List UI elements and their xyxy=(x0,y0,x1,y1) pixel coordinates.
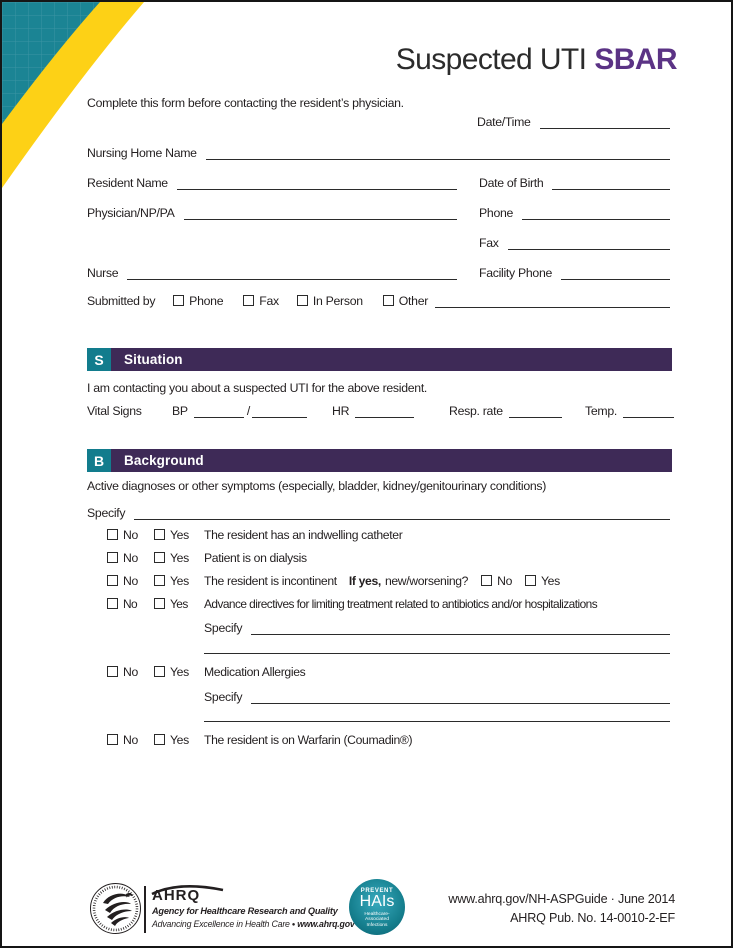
no-label: No xyxy=(123,596,138,611)
publication-info xyxy=(448,890,675,928)
hr-input-line[interactable] xyxy=(355,414,414,418)
row-label: The resident is incontinent xyxy=(204,573,337,588)
background-specify-input-line[interactable] xyxy=(134,516,670,520)
submitted-fax-checkbox[interactable] xyxy=(243,295,254,306)
no-label: No xyxy=(123,550,138,565)
advance-directives-continuation-line[interactable] xyxy=(204,653,670,654)
resident-name-input-line[interactable] xyxy=(177,186,457,190)
prevent-hais-badge xyxy=(349,879,405,935)
hr-label: HR xyxy=(332,404,350,418)
page-title-sbar: SBAR xyxy=(594,43,677,76)
yes-label: Yes xyxy=(170,550,189,565)
resident-name-row xyxy=(87,173,457,190)
specify-label: Specify xyxy=(204,621,243,635)
hr-field xyxy=(332,404,414,418)
background-letter-badge: B xyxy=(87,449,111,472)
specify-label: Specify xyxy=(87,506,126,520)
nursing-home-label: Nursing Home Name xyxy=(87,146,197,160)
dob-row xyxy=(479,173,670,190)
bp-slash: / xyxy=(246,404,250,418)
nurse-label: Nurse xyxy=(87,266,119,280)
background-intro: Active diagnoses or other symptoms (especially, bladder, kidney/genitourinary conditions) xyxy=(87,479,547,493)
resident-name-label: Resident Name xyxy=(87,176,168,190)
bp-systolic-input-line[interactable] xyxy=(194,414,244,418)
row-label: Patient is on dialysis xyxy=(204,550,307,565)
bp-field xyxy=(172,404,324,418)
facility-phone-row xyxy=(479,263,670,280)
physician-input-line[interactable] xyxy=(184,216,457,220)
datetime-row xyxy=(477,112,670,129)
yes-checkbox[interactable] xyxy=(154,666,165,677)
badge-hais-text: HAIs xyxy=(359,893,395,910)
no-checkbox[interactable] xyxy=(107,598,118,609)
publication-number: AHRQ Pub. No. 14-0010-2-EF xyxy=(510,911,675,925)
yes-label: Yes xyxy=(170,573,189,588)
facility-phone-input-line[interactable] xyxy=(561,276,670,280)
new-worsening-label: new/worsening? xyxy=(384,573,469,588)
bp-label: BP xyxy=(172,404,188,418)
no-checkbox[interactable] xyxy=(107,575,118,586)
submitted-by-row xyxy=(87,293,670,308)
fax-label: Fax xyxy=(479,236,499,250)
ahrq-agency-name: Agency for Healthcare Research and Quality xyxy=(152,906,338,916)
no-label: No xyxy=(497,573,513,588)
phone-label: Phone xyxy=(479,206,514,220)
submitted-in-person-checkbox[interactable] xyxy=(297,295,308,306)
submitted-other-label: Other xyxy=(398,293,429,308)
situation-letter-badge: S xyxy=(87,348,111,371)
vital-signs-label: Vital Signs xyxy=(87,404,142,418)
page-title xyxy=(396,43,677,77)
footer-logo-divider xyxy=(144,886,146,933)
row-medication-allergies xyxy=(107,664,305,679)
background-section-title: Background xyxy=(124,453,204,468)
situation-statement: I am contacting you about a suspected UTI for the above resident. xyxy=(87,381,428,395)
advance-directives-specify-input-line[interactable] xyxy=(251,631,670,635)
no-checkbox[interactable] xyxy=(107,529,118,540)
hhs-logo xyxy=(89,882,142,940)
fax-input-line[interactable] xyxy=(508,246,670,250)
nurse-row xyxy=(87,263,457,280)
yes-label: Yes xyxy=(170,732,189,747)
submitted-in-person-label: In Person xyxy=(312,293,363,308)
yes-checkbox[interactable] xyxy=(154,598,165,609)
row-label: Advance directives for limiting treatment related to antibiotics and/or hospitalizations xyxy=(204,596,598,611)
no-checkbox[interactable] xyxy=(107,666,118,677)
nursing-home-row xyxy=(87,143,670,160)
submitted-phone-checkbox[interactable] xyxy=(173,295,184,306)
physician-row xyxy=(87,203,457,220)
row-dialysis xyxy=(107,550,307,565)
nurse-input-line[interactable] xyxy=(127,276,457,280)
badge-subtext: Healthcare-Associated Infections xyxy=(364,911,390,929)
ahrq-tagline-text: Advancing Excellence in Health Care xyxy=(152,919,290,929)
phone-input-line[interactable] xyxy=(522,216,670,220)
submitted-phone-label: Phone xyxy=(189,293,224,308)
page-title-prefix: Suspected UTI xyxy=(395,43,587,76)
submitted-other-input-line[interactable] xyxy=(435,304,670,308)
temp-label: Temp. xyxy=(585,404,617,418)
no-label: No xyxy=(123,732,138,747)
badge-prevent-text: PREVENT xyxy=(360,888,394,894)
submitted-fax-label: Fax xyxy=(259,293,279,308)
background-specify-row xyxy=(87,503,670,520)
no-label: No xyxy=(123,573,138,588)
yes-checkbox[interactable] xyxy=(154,575,165,586)
temp-input-line[interactable] xyxy=(623,414,674,418)
medication-allergies-continuation-line[interactable] xyxy=(204,721,670,722)
submitted-by-label: Submitted by xyxy=(87,293,156,308)
bp-diastolic-input-line[interactable] xyxy=(252,414,307,418)
row-label: The resident is on Warfarin (Coumadin®) xyxy=(204,732,413,747)
ahrq-wordmark: AHRQ xyxy=(152,887,201,904)
dob-input-line[interactable] xyxy=(552,186,670,190)
medication-allergies-specify-row xyxy=(204,687,670,704)
dob-label: Date of Birth xyxy=(479,176,544,190)
yes-checkbox[interactable] xyxy=(154,552,165,563)
phone-row xyxy=(479,203,670,220)
row-warfarin xyxy=(107,732,412,747)
situation-section-bar xyxy=(87,348,672,371)
specify-label: Specify xyxy=(204,690,243,704)
row-label: The resident has an indwelling catheter xyxy=(204,527,403,542)
no-label: No xyxy=(123,664,138,679)
nursing-home-input-line[interactable] xyxy=(206,156,670,160)
advance-directives-specify-row xyxy=(204,618,670,635)
row-label: Medication Allergies xyxy=(204,664,306,679)
if-yes-label: If yes, xyxy=(348,573,381,588)
resp-rate-input-line[interactable] xyxy=(509,414,562,418)
yes-label: Yes xyxy=(170,664,189,679)
hhs-eagle-icon xyxy=(89,882,142,935)
no-label: No xyxy=(123,527,138,542)
worsening-no-checkbox[interactable] xyxy=(481,575,492,586)
vital-signs-row xyxy=(87,401,670,418)
resp-rate-field xyxy=(449,404,562,418)
ahrq-url[interactable]: www.ahrq.gov xyxy=(297,919,355,929)
intro-text: Complete this form before contacting the resident’s physician. xyxy=(87,96,404,110)
medication-allergies-specify-input-line[interactable] xyxy=(251,700,670,704)
row-incontinent xyxy=(107,573,560,588)
publication-url-date: www.ahrq.gov/NH-ASPGuide · June 2014 xyxy=(448,892,675,906)
situation-section-title: Situation xyxy=(124,352,183,367)
yes-label: Yes xyxy=(541,573,560,588)
row-indwelling-catheter xyxy=(107,527,402,542)
submitted-other-checkbox[interactable] xyxy=(383,295,394,306)
resp-rate-label: Resp. rate xyxy=(449,404,503,418)
yes-label: Yes xyxy=(170,596,188,611)
physician-label: Physician/NP/PA xyxy=(87,206,175,220)
datetime-label: Date/Time xyxy=(477,115,531,129)
no-checkbox[interactable] xyxy=(107,734,118,745)
temp-field xyxy=(585,404,674,418)
yes-label: Yes xyxy=(170,527,189,542)
ahrq-bullet: ● xyxy=(291,922,296,928)
yes-checkbox[interactable] xyxy=(154,529,165,540)
row-advance-directives xyxy=(107,596,597,611)
background-section-bar xyxy=(87,449,672,472)
worsening-yes-checkbox[interactable] xyxy=(525,575,536,586)
no-checkbox[interactable] xyxy=(107,552,118,563)
facility-phone-label: Facility Phone xyxy=(479,266,553,280)
datetime-input-line[interactable] xyxy=(540,125,670,129)
yes-checkbox[interactable] xyxy=(154,734,165,745)
fax-row xyxy=(479,233,670,250)
